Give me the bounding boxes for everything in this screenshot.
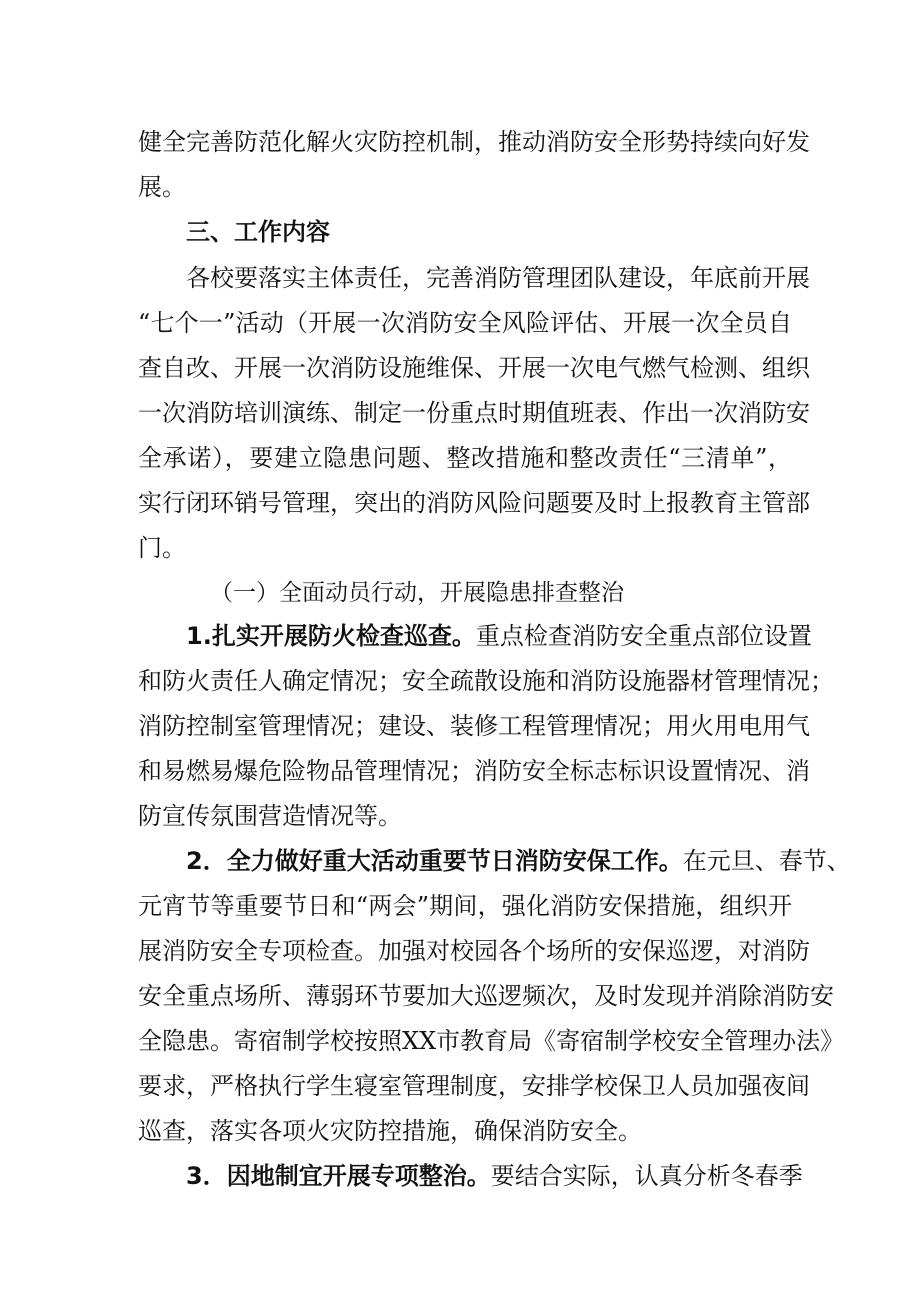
- text-line: 健全完善防范化解火灾防控机制，推动消防安全形势持续向好发: [138, 128, 810, 156]
- paragraph-line: 和易燃易爆危险物品管理情况；消防安全标志标识设置情况、消: [138, 757, 810, 785]
- paragraph-line: 一次消防培训演练、制定一份重点时期值班表、作出一次消防安: [138, 399, 810, 427]
- text-line: 展。: [138, 173, 186, 201]
- paragraph-line: 实行闭环销号管理，突出的消防风险问题要及时上报教育主管部: [138, 489, 810, 517]
- paragraph-line: 展消防安全专项检查。加强对校园各个场所的安保巡逻，对消防: [138, 937, 810, 965]
- paragraph-line: 消防控制室管理情况；建设、装修工程管理情况；用火用电用气: [138, 712, 810, 740]
- paragraph-line: “七个一”活动（开展一次消防安全风险评估、开展一次全员自: [138, 309, 792, 337]
- paragraph-line: 要求，严格执行学生寝室管理制度，安排学校保卫人员加强夜间: [138, 1072, 810, 1100]
- item-3-text: 要结合实际，认真分析冬春季: [490, 1162, 803, 1190]
- item-1-text: 重点检查消防安全重点部位设置: [475, 622, 812, 650]
- paragraph-line: 安全重点场所、薄弱环节要加大巡逻频次，及时发现并消除消防安: [138, 982, 834, 1010]
- paragraph-line: 查自改、开展一次消防设施维保、开展一次电气燃气检测、组织: [138, 354, 810, 382]
- item-1-title: 1.扎实开展防火检查巡查。: [186, 622, 476, 650]
- paragraph-line: 和防火责任人确定情况；安全疏散设施和消防设施器材管理情况；: [138, 667, 834, 695]
- subheading: （一）全面动员行动，开展隐患排查整治: [210, 580, 624, 606]
- paragraph-line: 元宵节等重要节日和“两会”期间，强化消防安保措施，组织开: [138, 892, 792, 920]
- item-2-title: 2．全力做好重大活动重要节日消防安保工作。: [186, 847, 683, 875]
- paragraph-line: 防宣传氛围营造情况等。: [138, 802, 402, 830]
- section-heading: 三、工作内容: [186, 218, 330, 246]
- item-2-line: [186, 846, 851, 876]
- paragraph-line: 全承诺），要建立隐患问题、整改措施和整改责任“三清单”，: [138, 444, 792, 472]
- item-3-line: [186, 1161, 803, 1191]
- paragraph-line: 各校要落实主体责任，完善消防管理团队建设，年底前开展: [186, 264, 810, 292]
- paragraph-line: 门。: [138, 534, 186, 562]
- paragraph-line: 巡查，落实各项火灾防控措施，确保消防安全。: [138, 1117, 642, 1145]
- paragraph-line: 全隐患。寄宿制学校按照XX市教育局《寄宿制学校安全管理办法》: [138, 1027, 845, 1055]
- item-3-title: 3．因地制宜开展专项整治。: [186, 1162, 491, 1190]
- item-2-text: 在元旦、春节、: [682, 847, 851, 875]
- item-1-line: [186, 621, 812, 651]
